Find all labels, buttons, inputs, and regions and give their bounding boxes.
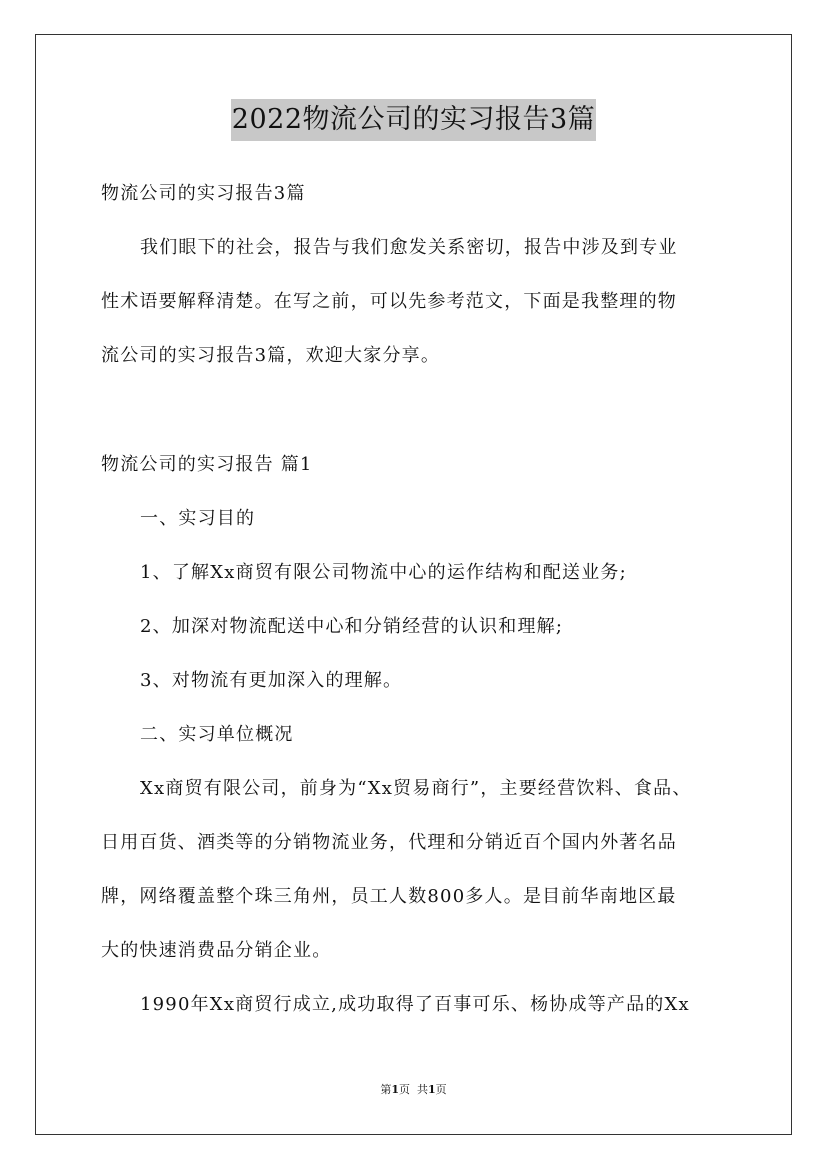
intro-line-2: 性术语要解释清楚。在写之前，可以先参考范文，下面是我整理的物 [101,291,677,312]
purpose-item-1: 1、了解Xx商贸有限公司物流中心的运作结构和配送业务; [140,562,627,583]
page-label-prefix: 第 [380,1083,392,1096]
unit-paragraph-line-1: Xx商贸有限公司，前身为“Xx贸易商行”，主要经营饮料、食品、 [140,778,692,799]
total-label-prefix: 共 [417,1083,428,1096]
document-title: 2022物流公司的实习报告3篇 [231,99,596,141]
page-footer [0,1082,827,1098]
purpose-item-2: 2、加深对物流配送中心和分销经营的认识和理解; [140,616,564,637]
title-container [0,99,827,141]
intro-line-1: 我们眼下的社会，报告与我们愈发关系密切，报告中涉及到专业 [140,237,678,258]
history-line: 1990年Xx商贸行成立,成功取得了百事可乐、杨协成等产品的Xx [140,994,690,1015]
page-label-suffix: 页 [399,1083,410,1096]
intro-line-3: 流公司的实习报告3篇，欢迎大家分享。 [101,345,441,366]
unit-paragraph-line-3: 牌，网络覆盖整个珠三角州，员工人数800多人。是目前华南地区最 [101,886,677,907]
unit-paragraph-line-4: 大的快速消费品分销企业。 [101,940,332,961]
unit-heading: 二、实习单位概况 [140,724,294,745]
purpose-item-3: 3、对物流有更加深入的理解。 [140,670,403,691]
document-subtitle: 物流公司的实习报告3篇 [101,183,306,204]
purpose-heading: 一、实习目的 [140,508,256,529]
page-total: 1 [428,1083,436,1096]
section-heading: 物流公司的实习报告 篇1 [101,454,313,475]
total-label-suffix: 页 [435,1083,447,1096]
unit-paragraph-line-2: 日用百货、酒类等的分销物流业务，代理和分销近百个国内外著名品 [101,832,677,853]
page-current: 1 [391,1083,399,1096]
